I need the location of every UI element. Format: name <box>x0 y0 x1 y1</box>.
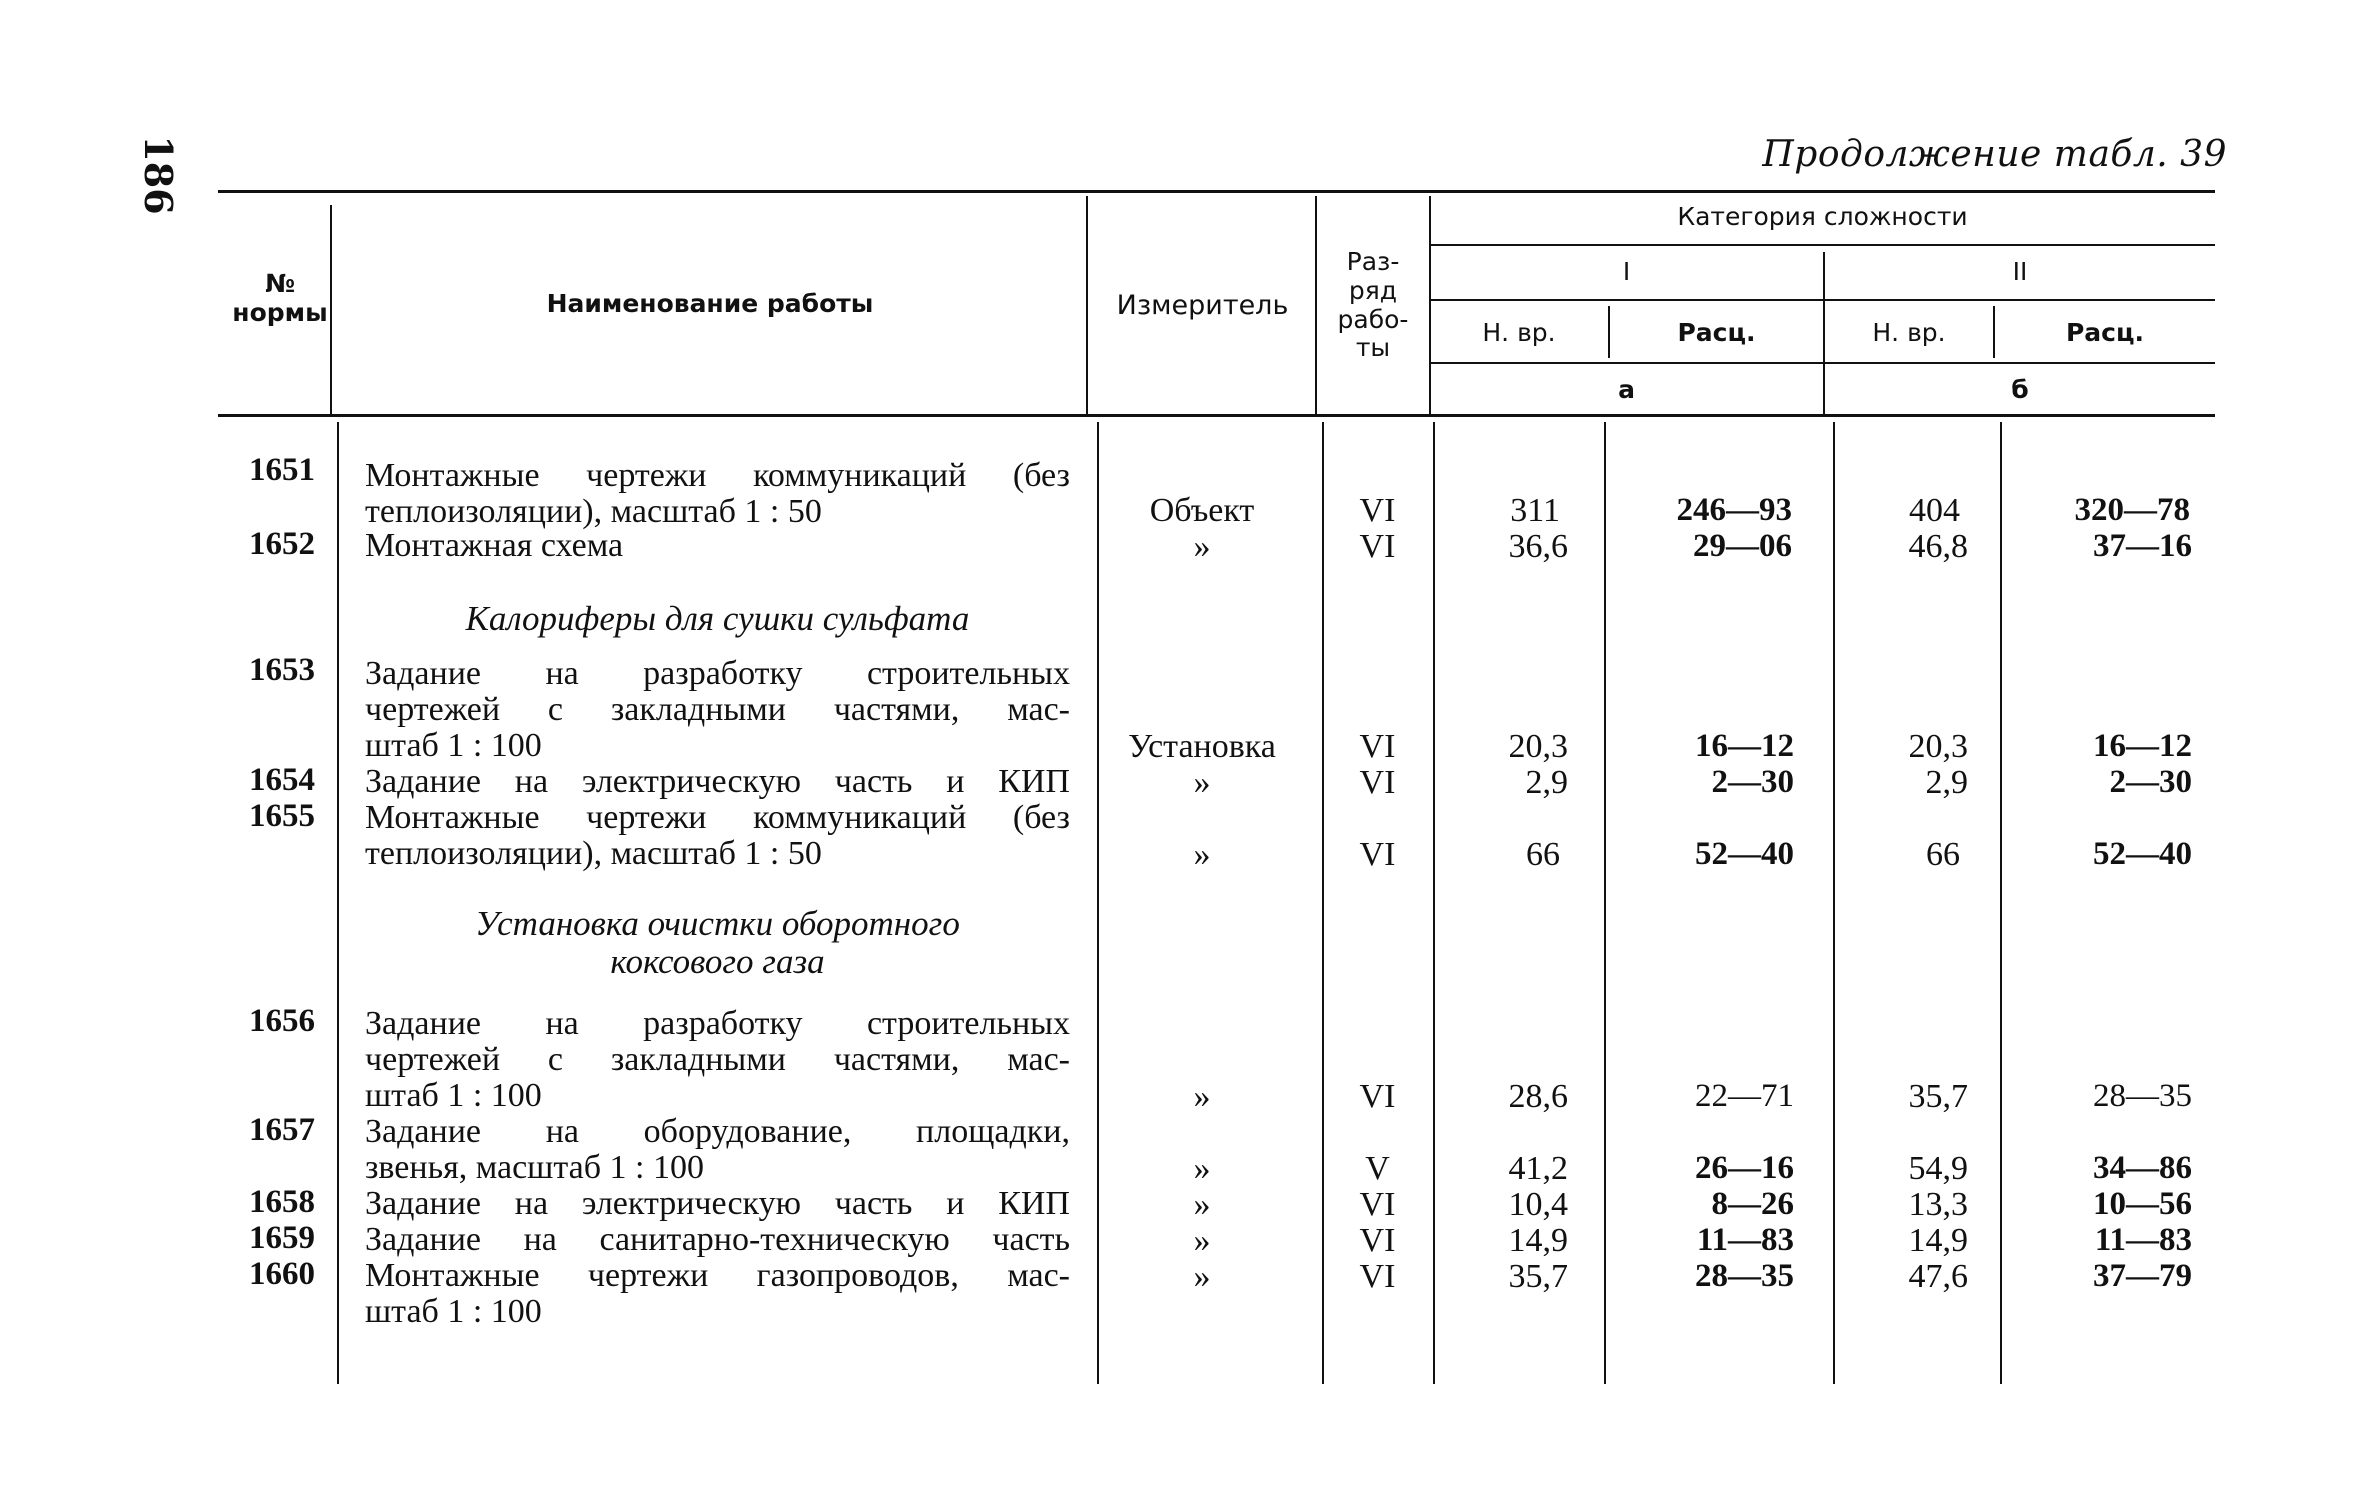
row-nvr-1: 2,9 <box>1525 764 1568 801</box>
row-num: 1655 <box>249 798 315 834</box>
row-nvr-1: 311 <box>1510 492 1560 529</box>
row-nvr-2: 35,7 <box>1908 1078 1968 1115</box>
row-name: Задание на разработку строительных чертежей с закладными частями, мас- штаб 1 : 100 <box>365 655 1070 764</box>
row-nvr-2: 46,8 <box>1908 528 1968 565</box>
section-heading: Калориферы для сушки сульфата <box>465 599 970 638</box>
header-category: Категория сложности <box>1677 202 1968 231</box>
row-measure: » <box>1193 1150 1211 1187</box>
header-nvr-2: Н. вр. <box>1872 318 1946 347</box>
header-category-II: II <box>2012 257 2028 286</box>
row-grade: VI <box>1359 1222 1396 1259</box>
row-name: Задание на санитарно-техническую часть <box>365 1221 1070 1258</box>
row-grade: VI <box>1359 728 1396 765</box>
table-continuation-caption: Продолжение табл. 39 <box>1762 134 2227 175</box>
row-nvr-2: 47,6 <box>1908 1258 1968 1295</box>
row-grade: VI <box>1359 1258 1396 1295</box>
row-name: Задание на электрическую часть и КИП <box>365 763 1070 800</box>
row-nvr-2: 54,9 <box>1908 1150 1968 1187</box>
row-nvr-2: 2,9 <box>1925 764 1968 801</box>
header-name: Наименование работы <box>546 289 874 318</box>
row-nvr-2: 20,3 <box>1908 728 1968 765</box>
row-rasc-2: 2—30 <box>2109 764 2192 800</box>
row-nvr-1: 10,4 <box>1508 1186 1568 1223</box>
row-num: 1659 <box>249 1220 315 1256</box>
row-rasc-2: 28—35 <box>2093 1078 2192 1114</box>
row-rasc-1: 16—12 <box>1695 728 1794 764</box>
row-measure: » <box>1193 1186 1211 1223</box>
row-rasc-2: 37—16 <box>2093 528 2192 564</box>
row-rasc-1: 52—40 <box>1695 836 1794 872</box>
row-rasc-1: 26—16 <box>1695 1150 1794 1186</box>
row-num: 1653 <box>249 652 315 688</box>
row-nvr-2: 14,9 <box>1908 1222 1968 1259</box>
row-num: 1656 <box>249 1003 315 1039</box>
row-measure: » <box>1193 836 1211 873</box>
header-measure: Измеритель <box>1116 290 1289 321</box>
row-rasc-1: 2—30 <box>1711 764 1794 800</box>
header-rasc-1: Расц. <box>1677 318 1756 347</box>
row-rasc-2: 10—56 <box>2093 1186 2192 1222</box>
row-measure: Объект <box>1149 492 1255 529</box>
row-nvr-2: 66 <box>1926 836 1960 873</box>
row-grade: VI <box>1359 764 1396 801</box>
row-nvr-1: 36,6 <box>1508 528 1568 565</box>
row-grade: V <box>1365 1150 1390 1187</box>
row-name: Монтажные чертежи газопроводов, мас- штаб 1 : 100 <box>365 1257 1070 1330</box>
row-num: 1652 <box>249 526 315 562</box>
row-nvr-2: 404 <box>1909 492 1960 529</box>
row-rasc-1: 29—06 <box>1693 528 1792 564</box>
header-col-a: а <box>1618 375 1635 404</box>
header-num: № нормы <box>232 269 328 327</box>
row-rasc-1: 8—26 <box>1711 1186 1794 1222</box>
row-num: 1660 <box>249 1256 315 1292</box>
row-num: 1654 <box>249 762 315 798</box>
header-category-I: I <box>1622 257 1631 286</box>
row-name: Задание на электрическую часть и КИП <box>365 1185 1070 1222</box>
row-nvr-2: 13,3 <box>1908 1186 1968 1223</box>
row-rasc-1: 28—35 <box>1695 1258 1794 1294</box>
row-rasc-2: 52—40 <box>2093 836 2192 872</box>
row-measure: » <box>1193 1222 1211 1259</box>
row-grade: VI <box>1359 836 1396 873</box>
row-nvr-1: 14,9 <box>1508 1222 1568 1259</box>
row-grade: VI <box>1359 492 1396 529</box>
row-name: Задание на оборудование, площадки, звенья, масштаб 1 : 100 <box>365 1113 1070 1186</box>
row-name: Монтажные чертежи коммуникаций (без теплоизоляции), масштаб 1 : 50 <box>365 457 1070 530</box>
row-measure: » <box>1193 764 1211 801</box>
row-nvr-1: 20,3 <box>1508 728 1568 765</box>
row-rasc-2: 34—86 <box>2093 1150 2192 1186</box>
row-name: Задание на разработку строительных чертежей с закладными частями, мас- штаб 1 : 100 <box>365 1005 1070 1114</box>
row-rasc-2: 16—12 <box>2093 728 2192 764</box>
page-number: 186 <box>136 135 181 215</box>
row-nvr-1: 28,6 <box>1508 1078 1568 1115</box>
row-grade: VI <box>1359 1078 1396 1115</box>
row-measure: » <box>1193 1078 1211 1115</box>
header-nvr-1: Н. вр. <box>1482 318 1556 347</box>
row-rasc-2: 37—79 <box>2093 1258 2192 1294</box>
row-rasc-1: 11—83 <box>1696 1222 1794 1258</box>
row-grade: VI <box>1359 528 1396 565</box>
row-rasc-2: 11—83 <box>2094 1222 2192 1258</box>
header-rasc-2: Расц. <box>2065 318 2145 347</box>
row-measure: Установка <box>1128 728 1276 765</box>
row-num: 1658 <box>249 1184 315 1220</box>
row-num: 1651 <box>249 452 315 488</box>
row-name: Монтажные чертежи коммуникаций (без теплоизоляции), масштаб 1 : 50 <box>365 799 1070 872</box>
section-heading: Установка очистки оборотного коксового газа <box>475 904 960 981</box>
row-rasc-1: 246—93 <box>1676 492 1792 528</box>
row-nvr-1: 66 <box>1526 836 1560 873</box>
row-nvr-1: 41,2 <box>1508 1150 1568 1187</box>
row-name: Монтажная схема <box>365 527 624 564</box>
top-rule <box>218 190 2215 193</box>
row-num: 1657 <box>249 1112 315 1148</box>
header-col-b: б <box>2011 375 2029 404</box>
row-grade: VI <box>1359 1186 1396 1223</box>
row-rasc-1: 22—71 <box>1695 1078 1794 1114</box>
row-nvr-1: 35,7 <box>1508 1258 1568 1295</box>
header-grade: Раз- ряд рабо- ты <box>1337 247 1409 363</box>
header-bottom-rule <box>218 414 2215 417</box>
row-measure: » <box>1193 528 1211 565</box>
row-measure: » <box>1193 1258 1211 1295</box>
row-rasc-2: 320—78 <box>2074 492 2190 528</box>
